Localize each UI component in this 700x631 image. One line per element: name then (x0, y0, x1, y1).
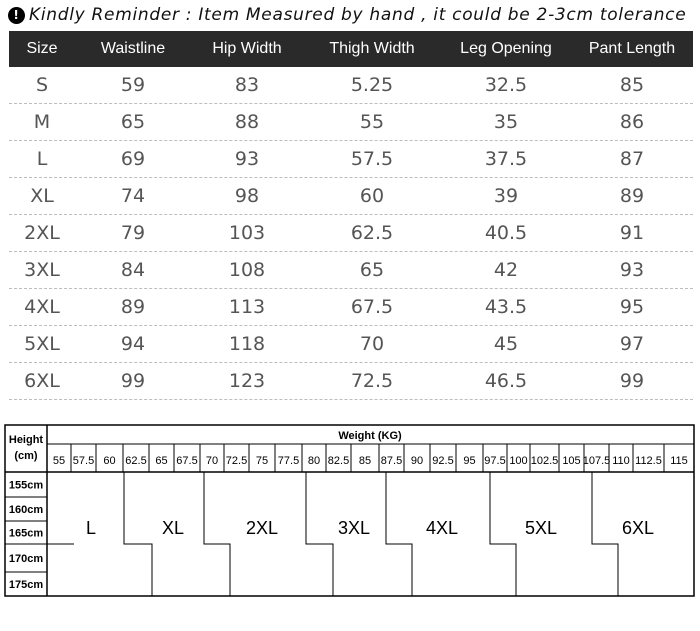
weight-value: 80 (307, 455, 321, 467)
cell-pant-length: 87 (619, 148, 645, 170)
cell-size: S (35, 74, 49, 96)
cell-thigh-width: 57.5 (350, 148, 394, 170)
table-row (9, 104, 693, 141)
weight-value: 57.5 (72, 455, 95, 467)
cell-waistline: 69 (120, 148, 146, 170)
weight-value: 77.5 (277, 455, 300, 467)
weight-value: 85 (358, 455, 372, 467)
header-thigh-width: Thigh Width (329, 40, 415, 57)
height-value: 160cm (8, 504, 44, 516)
table-row (9, 67, 693, 104)
table-row (9, 141, 693, 178)
cell-hip-width: 93 (234, 148, 260, 170)
height-value: 165cm (8, 527, 44, 540)
size-zone-label: 5XL (524, 518, 558, 538)
cell-thigh-width: 70 (359, 333, 385, 355)
cell-pant-length: 93 (619, 259, 645, 281)
cell-thigh-width: 65 (359, 259, 385, 281)
cell-pant-length: 97 (619, 333, 645, 355)
header-waistline: Waistline (100, 40, 166, 57)
table-row (9, 215, 693, 252)
height-value: 155cm (8, 479, 44, 492)
cell-pant-length: 99 (619, 370, 645, 392)
weight-value: 95 (463, 455, 476, 467)
cell-size: 3XL (24, 259, 60, 281)
cell-size: 2XL (24, 222, 60, 244)
weight-value: 67.5 (176, 455, 198, 467)
cell-leg-opening: 42 (493, 259, 519, 281)
reminder-text: Kindly Reminder : Item Measured by hand , it could be 2-3cm tolerance (29, 5, 687, 25)
size-zone-label: 2XL (245, 518, 279, 538)
cell-hip-width: 113 (228, 296, 266, 318)
cell-size: L (36, 148, 48, 170)
table-row (9, 363, 693, 400)
weight-value: 60 (103, 455, 116, 467)
cell-pant-length: 91 (619, 222, 645, 244)
cell-waistline: 65 (120, 111, 146, 133)
height-value: 170cm (8, 553, 44, 565)
cell-thigh-width: 62.5 (350, 222, 394, 244)
table-row (9, 326, 693, 363)
cell-leg-opening: 35 (493, 111, 519, 133)
cell-pant-length: 86 (619, 111, 645, 133)
cell-hip-width: 83 (234, 74, 260, 96)
cell-thigh-width: 55 (359, 111, 385, 133)
weight-value: 105 (562, 455, 581, 467)
size-zone-label: 6XL (621, 518, 655, 538)
height-label: Height (8, 434, 44, 446)
weight-value: 70 (205, 455, 219, 467)
cell-waistline: 79 (120, 222, 146, 244)
weight-value: 65 (155, 455, 168, 467)
tolerance-reminder (8, 2, 698, 28)
cell-hip-width: 98 (234, 185, 260, 207)
cell-hip-width: 103 (228, 222, 266, 244)
weight-value: 75 (255, 455, 269, 467)
size-zone-label: 3XL (337, 518, 371, 538)
cell-leg-opening: 37.5 (484, 148, 528, 170)
weight-columns (53, 444, 688, 472)
table-row (9, 252, 693, 289)
weight-height-chart (4, 424, 695, 597)
cell-waistline: 59 (120, 74, 146, 96)
weight-value: 110 (612, 455, 630, 467)
cell-thigh-width: 67.5 (350, 296, 394, 318)
cell-size: XL (30, 185, 54, 207)
cell-hip-width: 88 (234, 111, 260, 133)
cell-hip-width: 118 (228, 333, 266, 355)
cell-hip-width: 108 (228, 259, 266, 281)
weight-value: 100 (509, 455, 528, 467)
size-zone-label: XL (161, 518, 185, 538)
size-zone-label: 4XL (425, 518, 459, 538)
weight-label: Weight (KG) (338, 430, 402, 442)
cell-thigh-width: 60 (359, 185, 385, 207)
cell-size: 4XL (24, 296, 60, 318)
cell-leg-opening: 39 (493, 185, 519, 207)
weight-value: 82.5 (327, 455, 350, 467)
size-zone-label: L (85, 518, 97, 538)
cell-hip-width: 123 (228, 370, 266, 392)
cell-size: 5XL (24, 333, 60, 355)
cell-waistline: 89 (120, 296, 146, 318)
cell-leg-opening: 40.5 (484, 222, 528, 244)
weight-value: 97.5 (484, 455, 506, 467)
cell-pant-length: 95 (619, 296, 645, 318)
exclamation-circle-icon: ! (8, 7, 25, 24)
cell-pant-length: 85 (619, 74, 645, 96)
header-hip-width: Hip Width (212, 40, 282, 57)
weight-value: 107.5 (582, 455, 611, 467)
weight-value: 115 (670, 455, 688, 467)
weight-value: 102.5 (530, 455, 559, 467)
cell-waistline: 94 (120, 333, 146, 355)
weight-value: 87.5 (380, 455, 403, 467)
size-table-body (9, 67, 693, 400)
header-pant-length: Pant Length (588, 40, 676, 57)
weight-value: 112.5 (635, 455, 662, 467)
header-leg-opening: Leg Opening (460, 40, 552, 57)
weight-value: 62.5 (125, 455, 147, 467)
cell-leg-opening: 32.5 (484, 74, 528, 96)
cell-thigh-width: 72.5 (350, 370, 394, 392)
cell-waistline: 99 (120, 370, 146, 392)
height-value: 175cm (8, 579, 44, 591)
header-size: Size (26, 40, 58, 57)
cell-waistline: 74 (120, 185, 146, 207)
weight-value: 72.5 (225, 455, 248, 467)
cell-waistline: 84 (120, 259, 146, 281)
weight-value: 92.5 (432, 455, 454, 467)
cell-thigh-width: 5.25 (350, 74, 394, 96)
size-table-header (9, 31, 693, 67)
table-row (9, 178, 693, 215)
cell-size: 6XL (24, 370, 60, 392)
weight-value: 55 (52, 455, 66, 467)
height-rows (5, 480, 47, 597)
weight-height-grid (4, 424, 695, 597)
cell-leg-opening: 43.5 (484, 296, 528, 318)
table-row (9, 289, 693, 326)
cell-size: M (33, 111, 51, 133)
cell-leg-opening: 45 (493, 333, 519, 355)
cell-leg-opening: 46.5 (484, 370, 528, 392)
weight-value: 90 (410, 455, 424, 467)
size-zones (47, 472, 654, 596)
cell-pant-length: 89 (619, 185, 645, 207)
height-unit: (cm) (14, 450, 38, 462)
